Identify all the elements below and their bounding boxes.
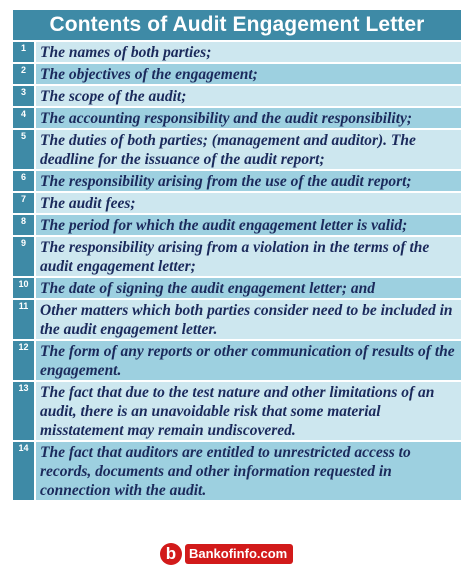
item-number: 13	[13, 382, 36, 440]
logo-mark-icon: b	[160, 543, 182, 565]
list-item	[13, 191, 461, 213]
list-item	[13, 106, 461, 128]
item-text: The duties of both parties; (management and auditor). The deadline for the issuance of the audit report;	[36, 130, 461, 169]
item-number: 14	[13, 442, 36, 500]
item-number: 7	[13, 193, 36, 213]
item-text: The fact that auditors are entitled to unrestricted access to records, documents and other information requested in connection with the audit.	[36, 442, 461, 500]
list-item	[13, 62, 461, 84]
list-item	[13, 440, 461, 500]
list-item	[13, 169, 461, 191]
item-text: The period for which the audit engagement letter is valid;	[36, 215, 461, 235]
page-title: Contents of Audit Engagement Letter	[13, 10, 461, 40]
list-item	[13, 276, 461, 298]
item-text: The responsibility arising from a violation in the terms of the audit engagement letter;	[36, 237, 461, 276]
list-item	[13, 84, 461, 106]
list-item	[13, 339, 461, 380]
item-text: The names of both parties;	[36, 42, 461, 62]
item-number: 11	[13, 300, 36, 339]
list-item	[13, 213, 461, 235]
list-item	[13, 40, 461, 62]
item-number: 8	[13, 215, 36, 235]
list-item	[13, 235, 461, 276]
item-text: The responsibility arising from the use of the audit report;	[36, 171, 461, 191]
item-text: The objectives of the engagement;	[36, 64, 461, 84]
item-text: The fact that due to the test nature and other limitations of an audit, there is an unavoidable risk that some material misstatement may remain undiscovered.	[36, 382, 461, 440]
bankofinfo-logo	[160, 542, 293, 566]
item-text: The scope of the audit;	[36, 86, 461, 106]
item-text: The form of any reports or other communication of results of the engagement.	[36, 341, 461, 380]
item-number: 2	[13, 64, 36, 84]
item-number: 4	[13, 108, 36, 128]
item-text: The date of signing the audit engagement letter; and	[36, 278, 461, 298]
item-number: 10	[13, 278, 36, 298]
item-text: Other matters which both parties consider need to be included in the audit engagement letter.	[36, 300, 461, 339]
logo-text: Bankofinfo.com	[185, 544, 293, 564]
item-number: 12	[13, 341, 36, 380]
item-number: 3	[13, 86, 36, 106]
list-item	[13, 380, 461, 440]
item-number: 6	[13, 171, 36, 191]
item-number: 9	[13, 237, 36, 276]
item-text: The accounting responsibility and the audit responsibility;	[36, 108, 461, 128]
item-number: 5	[13, 130, 36, 169]
item-text: The audit fees;	[36, 193, 461, 213]
contents-list	[13, 40, 461, 500]
list-item	[13, 298, 461, 339]
item-number: 1	[13, 42, 36, 62]
list-item	[13, 128, 461, 169]
